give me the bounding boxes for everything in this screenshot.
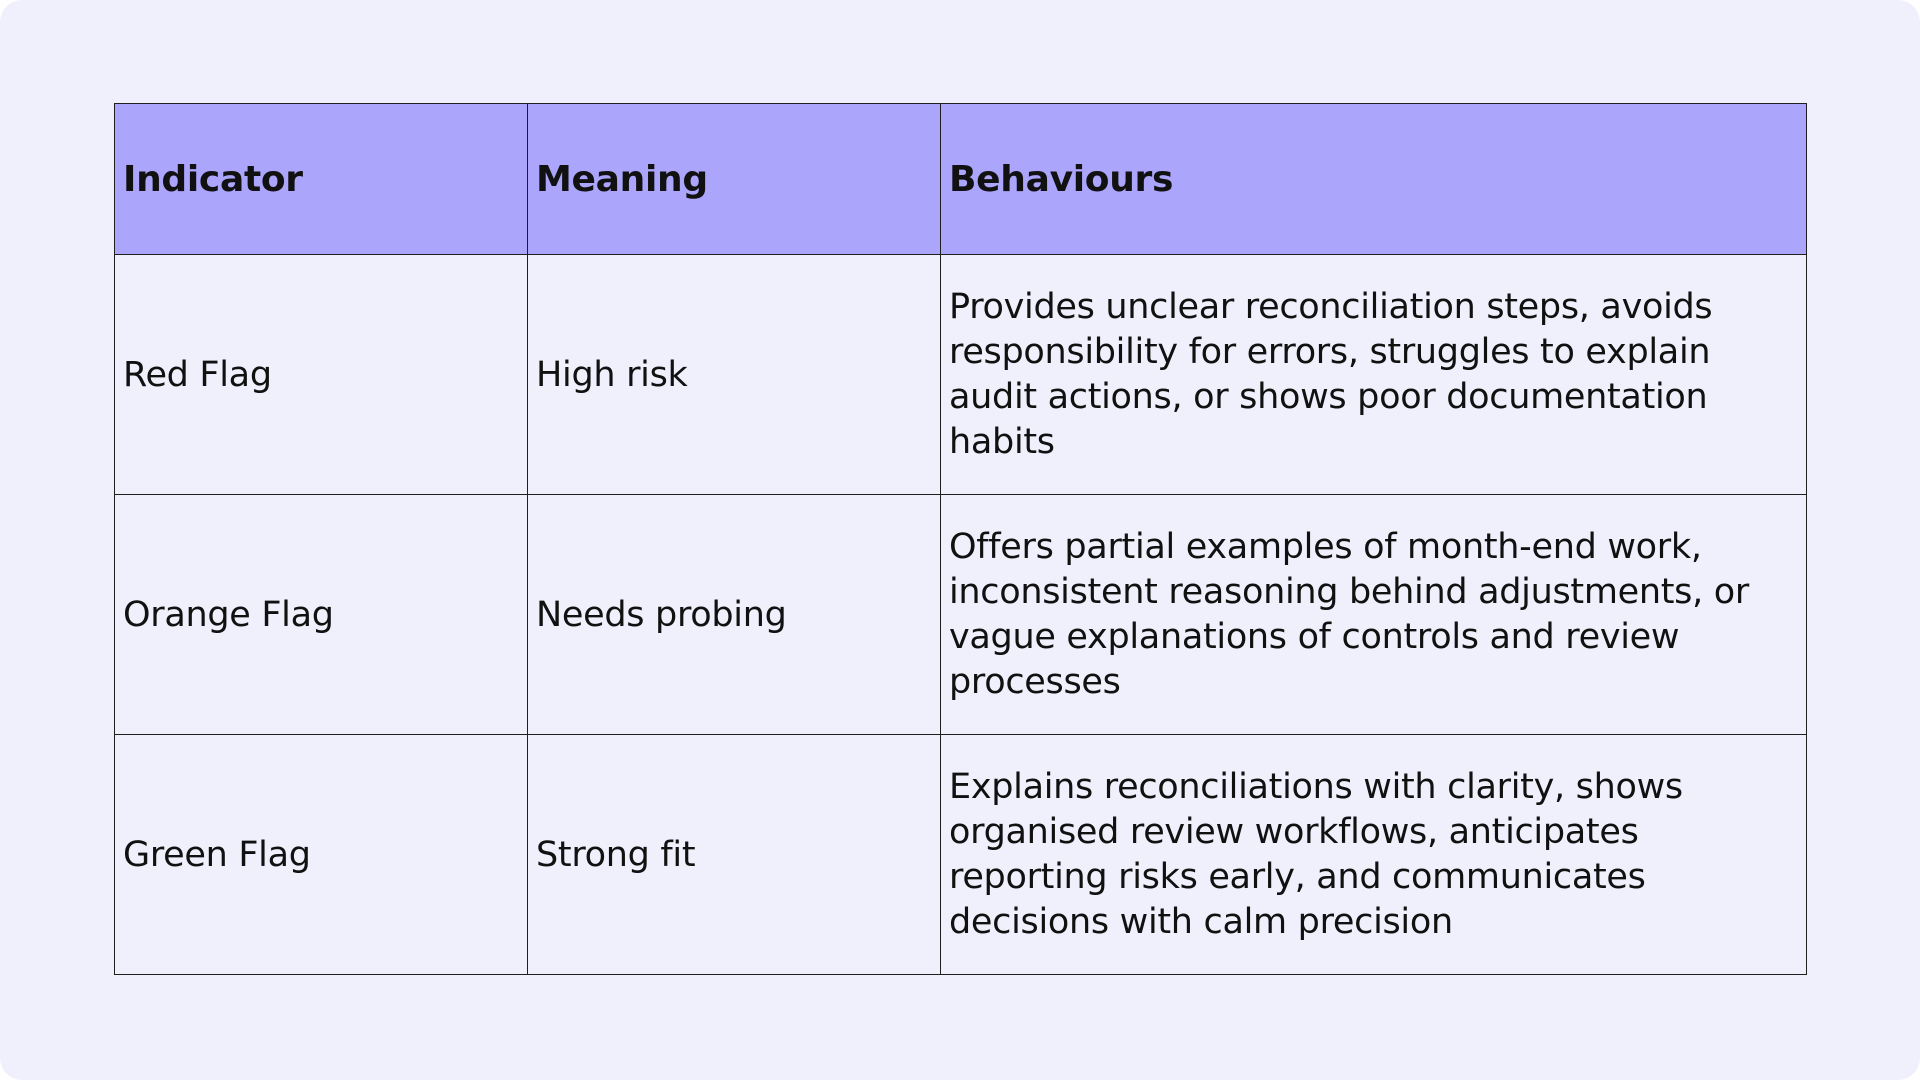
header-meaning: Meaning <box>528 104 941 255</box>
table-row-orange-flag <box>115 495 1807 735</box>
header-indicator: Indicator <box>115 104 528 255</box>
cell-indicator: Red Flag <box>115 255 528 495</box>
cell-behaviours: Provides unclear reconciliation steps, avoids responsibility for errors, struggles to explain audit actions, or shows poor documentation habits <box>941 255 1807 495</box>
cell-behaviours: Explains reconciliations with clarity, shows organised review workflows, anticipates reporting risks early, and communicates decisions with calm precision <box>941 735 1807 975</box>
cell-indicator: Green Flag <box>115 735 528 975</box>
cell-indicator: Orange Flag <box>115 495 528 735</box>
table-row-green-flag <box>115 735 1807 975</box>
table-body <box>115 255 1807 975</box>
header-behaviours: Behaviours <box>941 104 1807 255</box>
flag-indicator-table <box>114 103 1807 975</box>
header-row <box>115 104 1807 255</box>
cell-meaning: High risk <box>528 255 941 495</box>
table-header <box>115 104 1807 255</box>
cell-behaviours: Offers partial examples of month-end work, inconsistent reasoning behind adjustments, or vague explanations of controls and review processes <box>941 495 1807 735</box>
table-row-red-flag <box>115 255 1807 495</box>
cell-meaning: Strong fit <box>528 735 941 975</box>
cell-meaning: Needs probing <box>528 495 941 735</box>
